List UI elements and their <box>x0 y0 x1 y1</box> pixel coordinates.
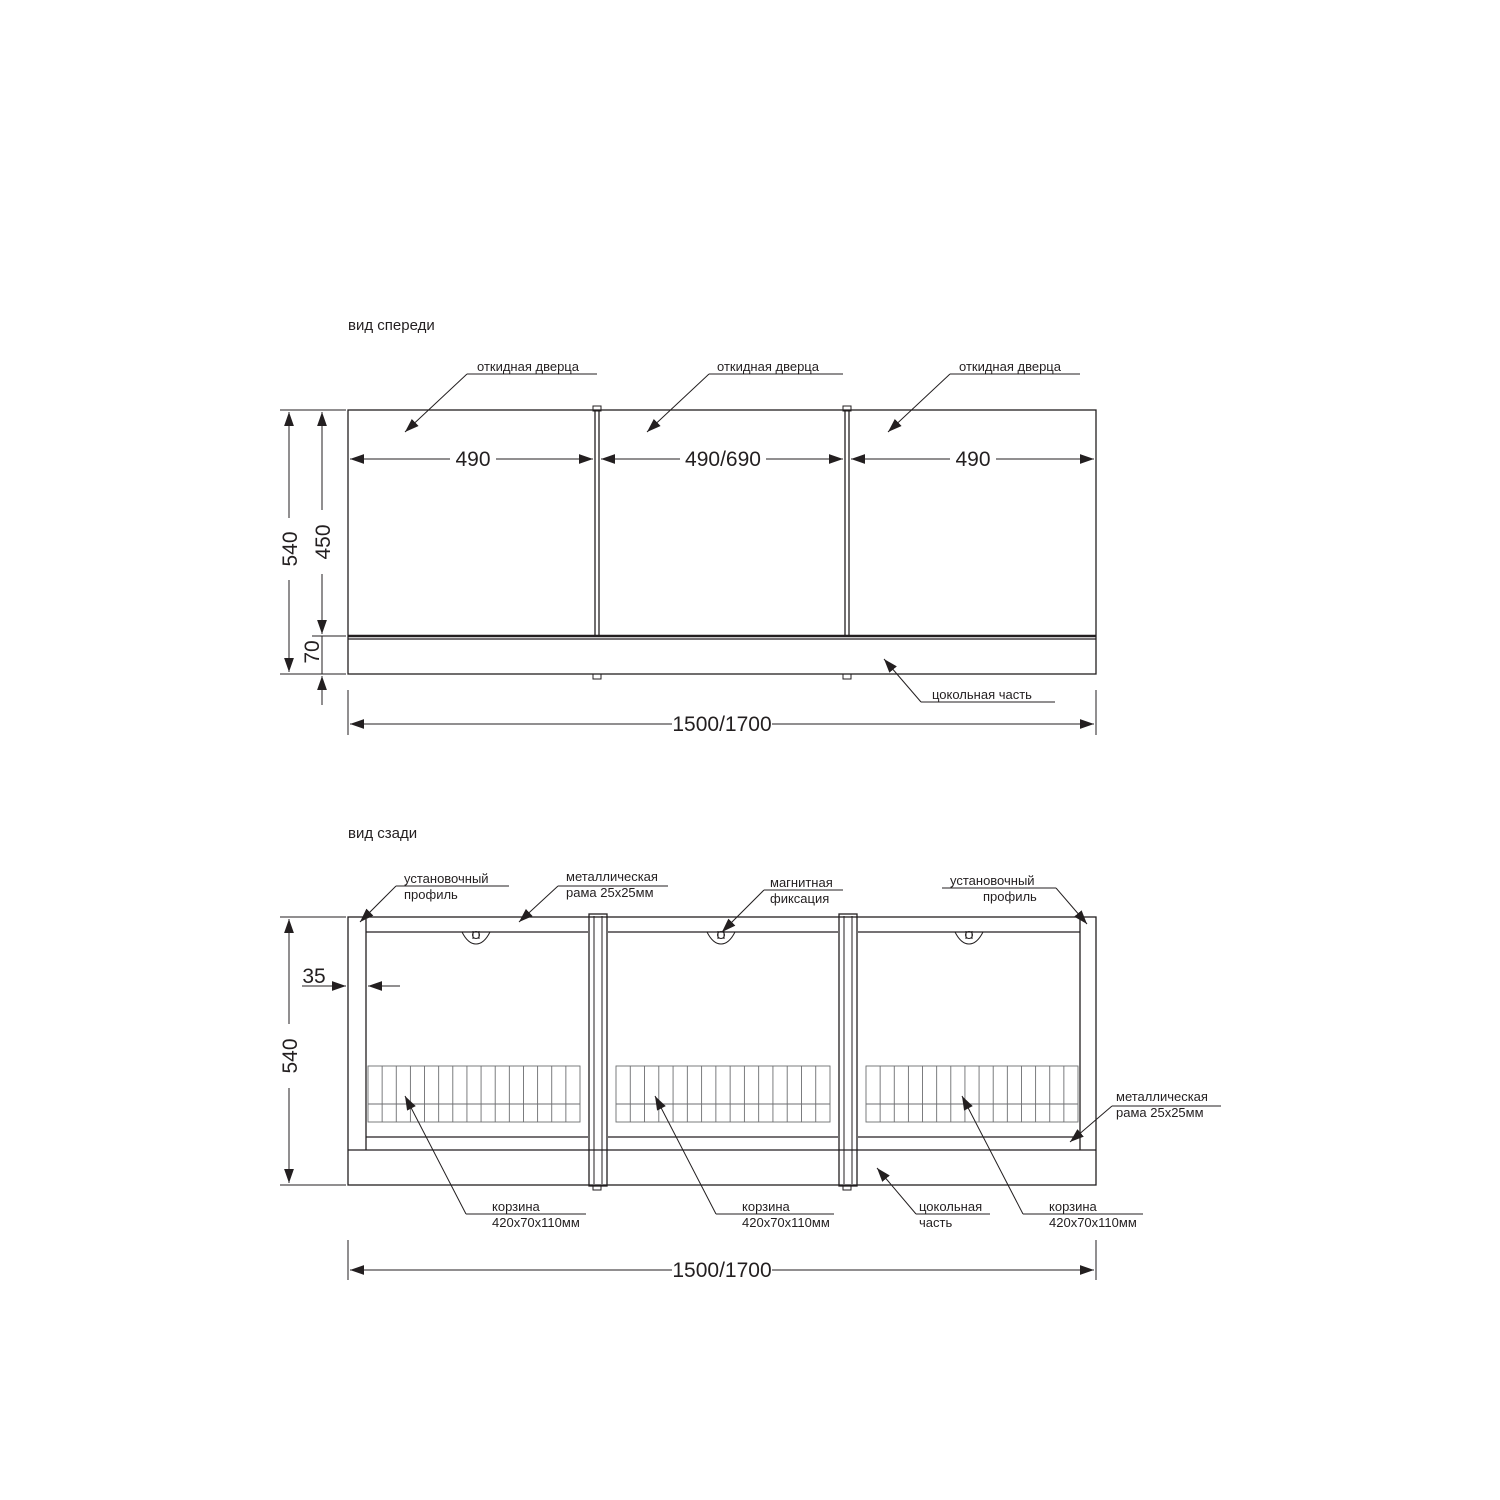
dim-540-label: 540 <box>279 531 302 567</box>
dim-door-mid <box>601 448 843 471</box>
basket-1-line1: корзина <box>492 1199 540 1214</box>
dim-450-label: 450 <box>312 524 335 560</box>
back-view-title: вид сзади <box>348 825 418 842</box>
basket-outline <box>616 1066 830 1122</box>
back-panel-outline <box>348 917 1096 1185</box>
dim-door-height <box>312 412 346 636</box>
magnet-line1: магнитная <box>770 875 833 890</box>
basket-2-line2: 420х70х110мм <box>742 1215 830 1230</box>
basket-1 <box>368 1066 580 1122</box>
dim-plinth-height <box>301 636 324 705</box>
dim-back-540-label: 540 <box>279 1038 302 1074</box>
dim-offset-35 <box>302 965 400 988</box>
magnet-clip-3 <box>955 931 983 944</box>
frame-top-line2: рама 25х25мм <box>566 885 654 900</box>
dim-total-width-back <box>348 1240 1096 1282</box>
plinth-back-line1: цокольная <box>919 1199 983 1214</box>
frame-section-3 <box>858 919 1080 1150</box>
door-label-1: откидная дверца <box>477 359 579 374</box>
frame-right-line2: рама 25х25мм <box>1116 1105 1204 1120</box>
basket-2 <box>616 1066 830 1122</box>
dim-35-label: 35 <box>302 965 326 988</box>
frame-section-1 <box>366 919 588 1150</box>
post-1 <box>589 914 607 1190</box>
door-label-2: откидная дверца <box>717 359 819 374</box>
leader-plinth-back <box>877 1168 990 1230</box>
profile-left-line2: профиль <box>404 887 458 902</box>
door-label-3: откидная дверца <box>959 359 1061 374</box>
profile-right-line1: установочный <box>950 873 1035 888</box>
profile-right-line2: профиль <box>983 889 1037 904</box>
basket-3-line2: 420х70х110мм <box>1049 1215 1137 1230</box>
leader-door-2 <box>647 359 843 432</box>
leader-profile-left <box>360 871 509 922</box>
dim-total-width-back-label: 1500/1700 <box>672 1259 772 1282</box>
frame-top-line1: металлическая <box>566 869 658 884</box>
dim-back-height <box>279 917 346 1185</box>
basket-outline <box>866 1066 1078 1122</box>
leader-profile-right <box>942 873 1087 924</box>
leader-frame-right <box>1070 1089 1221 1142</box>
basket-outline <box>368 1066 580 1122</box>
door-separator-1 <box>593 406 601 679</box>
door-separator-2 <box>843 406 851 679</box>
dim-total-width-front-label: 1500/1700 <box>672 713 772 736</box>
post-2 <box>839 914 857 1190</box>
plinth-label: цокольная часть <box>932 687 1032 702</box>
frame-section-2 <box>608 932 838 1137</box>
dim-door-right <box>851 448 1094 471</box>
basket-2-line1: корзина <box>742 1199 790 1214</box>
basket-1-line2: 420х70х110мм <box>492 1215 580 1230</box>
leader-door-1 <box>405 359 597 432</box>
frame-right-line1: металлическая <box>1116 1089 1208 1104</box>
leader-magnet <box>722 875 843 932</box>
leader-plinth <box>884 659 1055 702</box>
profile-left-line1: установочный <box>404 871 489 886</box>
dim-left-label: 490 <box>455 448 491 471</box>
dim-mid-label: 490/690 <box>685 448 761 471</box>
magnet-clip-1 <box>462 931 490 944</box>
dim-door-left <box>350 448 593 471</box>
leader-door-3 <box>888 359 1080 432</box>
dim-right-label: 490 <box>955 448 991 471</box>
front-view <box>279 317 1096 736</box>
plinth-back-line2: часть <box>919 1215 953 1230</box>
magnet-clip-2 <box>707 931 735 944</box>
front-view-title: вид спереди <box>348 317 435 334</box>
basket-3 <box>866 1066 1078 1122</box>
magnet-line2: фиксация <box>770 891 830 906</box>
basket-3-line1: корзина <box>1049 1199 1097 1214</box>
dim-70-label: 70 <box>301 640 324 664</box>
back-view <box>279 825 1221 1282</box>
